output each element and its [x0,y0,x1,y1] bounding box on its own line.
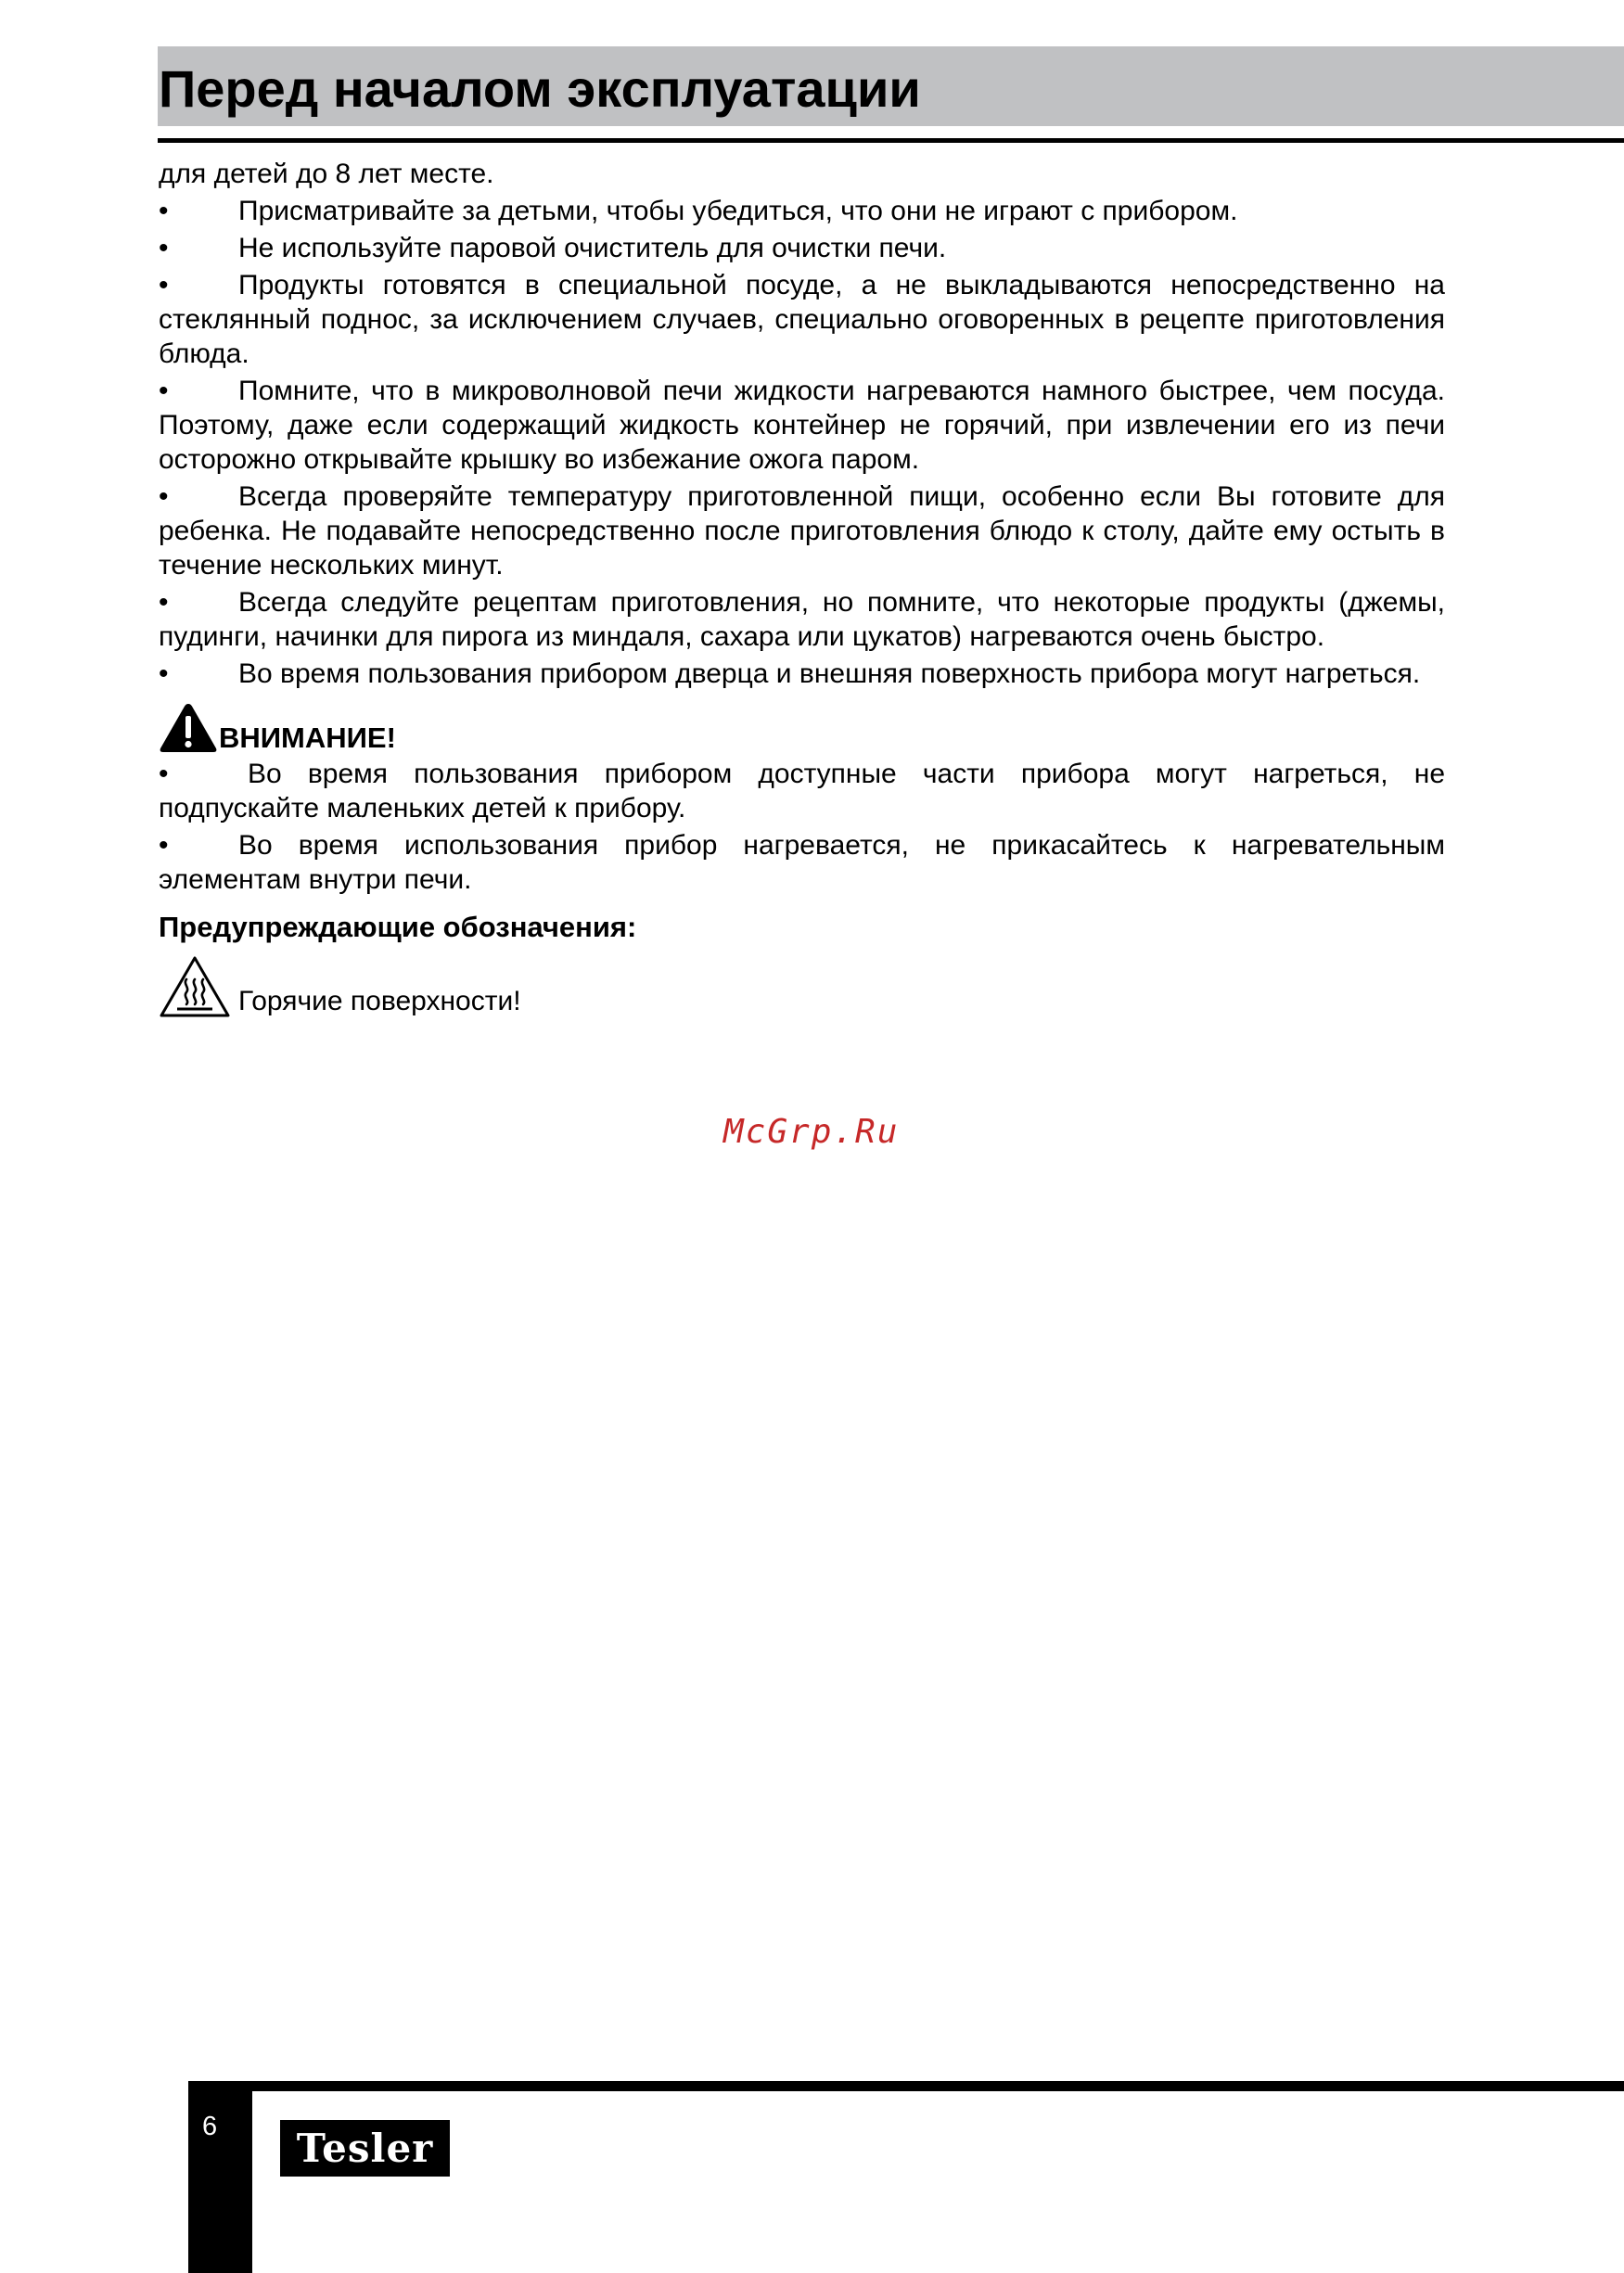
bullet: • [159,196,169,226]
list-item [159,479,1445,582]
list-item-text: Не используйте паровой очиститель для очистки печи. [238,233,947,263]
bullet: • [159,376,169,406]
page-title: Перед началом эксплуатации [159,59,921,118]
list-item [159,585,1445,654]
list-item-text: Помните, что в микроволновой печи жидкости нагреваются намного быстрее, чем посуда. Поэтому, даже если содержащий жидкость контейнер не горячий, при извлечении его из печи осторожно открывайте крышку во избежание ожога паром. [159,376,1445,475]
bullet: • [159,759,169,789]
hot-surface-label: Горячие поверхности! [238,986,521,1016]
page-number: 6 [202,2112,218,2141]
list-item [159,194,1445,228]
list-item-text: Всегда проверяйте температуру приготовленной пищи, особенно если Вы готовите для ребенка. Не подавайте непосредственно после приготовления блюдо к столу, дайте ему остыть в течение нескольких минут. [159,481,1445,581]
warning-item [159,757,1445,825]
bullet: • [159,270,169,300]
list-item [159,374,1445,477]
signs-title: Предупреждающие обозначения: [159,911,637,943]
list-item [159,268,1445,371]
list-item [159,231,1445,265]
warning-label: ВНИМАНИЕ! [219,721,396,754]
footer-block [188,2081,252,2273]
warning-item-text: Во время пользования прибором доступные части прибора могут нагреться, не подпускайте маленьких детей к прибору. [159,759,1445,824]
hot-surface-icon [159,955,231,1018]
watermark: McGrp.Ru [723,1113,900,1151]
hot-surface-sign [159,955,1445,1018]
warning-triangle-icon [159,702,218,754]
list-item-text: Всегда следуйте рецептам приготовления, но помните, что некоторые продукты (джемы, пудинги, начинки для пирога из миндаля, сахара или цукатов) нагреваются очень быстро. [159,587,1445,652]
warning-item-text: Во время использования прибор нагревается, не прикасайтесь к нагревательным элементам внутри печи. [159,830,1445,895]
brand-logo [280,2120,450,2177]
bullet: • [159,587,169,618]
list-item-text: Во время пользования прибором дверца и внешняя поверхность прибора могут нагреться. [238,658,1421,689]
content-body [159,157,1445,1018]
warning-item [159,828,1445,897]
footer-rule [188,2081,1624,2091]
list-item [159,657,1445,691]
header-divider [158,138,1624,143]
bullet: • [159,830,169,861]
list-item-text: Присматривайте за детьми, чтобы убедиться, что они не играют с прибором. [238,196,1238,226]
bullet: • [159,481,169,512]
brand-logo-text: Tesler [296,2125,434,2171]
bullet: • [159,658,169,689]
list-item-text: Продукты готовятся в специальной посуде, а не выкладываются непосредственно на стеклянный поднос, за исключением случаев, специально оговоренных в рецепте приготовления блюда. [159,270,1445,369]
bullet: • [159,233,169,263]
warning-heading [159,700,1445,754]
intro-fragment: для детей до 8 лет месте. [159,159,494,189]
